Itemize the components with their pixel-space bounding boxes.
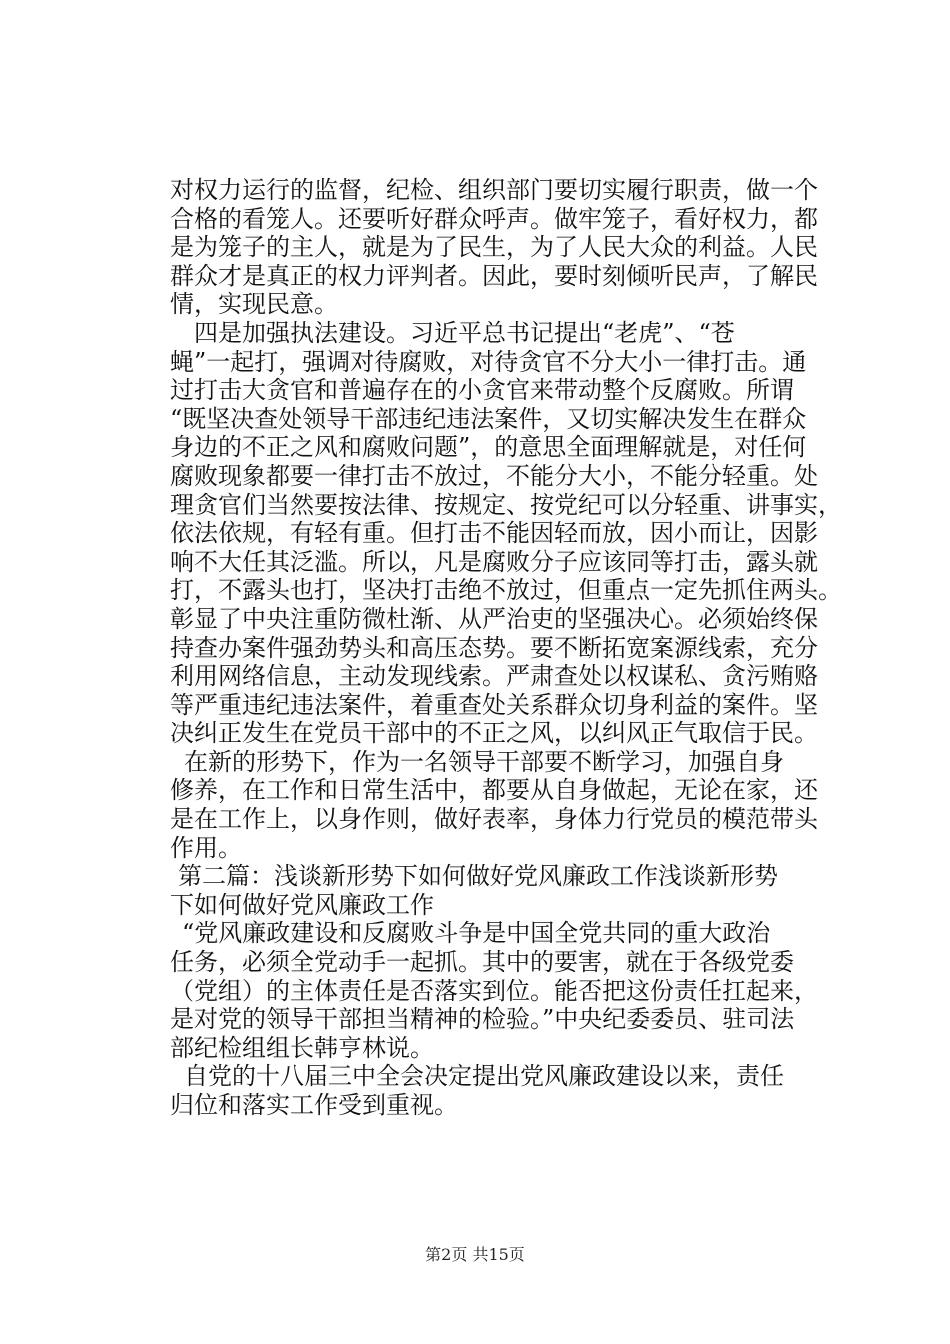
text-line: 打，不露头也打，坚决打击绝不放过，但重点一定先抓住两头。 <box>170 576 842 605</box>
text-line: 依法依规，有轻有重。但打击不能因轻而放，因小而让，因影 <box>170 519 818 548</box>
text-line: 第二篇：浅谈新形势下如何做好党风廉政工作浅谈新形势 <box>178 862 778 891</box>
text-line: 过打击大贪官和普遍存在的小贪官来带动整个反腐败。所谓 <box>170 376 794 405</box>
text-line: 作用。 <box>170 833 242 862</box>
text-line: 合格的看笼人。还要听好群众呼声。做牢笼子，看好权力，都 <box>170 204 818 233</box>
text-line: “既坚决查处领导干部违纪违法案件，又切实解决发生在群众 <box>170 404 807 433</box>
text-line: 自党的十八届三中全会决定提出党风廉政建设以来，责任 <box>184 1062 784 1091</box>
text-line: 身边的不正之风和腐败问题”，的意思全面理解就是，对任何 <box>170 433 807 462</box>
text-line: 等严重违纪违法案件，着重查处关系群众切身利益的案件。坚 <box>170 690 818 719</box>
text-line: 彰显了中央注重防微杜渐、从严治吏的坚强决心。必须始终保 <box>170 604 818 633</box>
text-line: 四是加强执法建设。习近平总书记提出“老虎”、“苍 <box>194 318 735 347</box>
page-footer: 第2页 共15页 <box>425 1245 525 1264</box>
text-line: 下如何做好党风廉政工作 <box>170 890 434 919</box>
text-line: 是为笼子的主人，就是为了民生，为了人民大众的利益。人民 <box>170 233 818 262</box>
text-line: 是对党的领导干部担当精神的检验。”中央纪委委员、驻司法 <box>170 1005 795 1034</box>
text-line: 理贪官们当然要按法律、按规定、按党纪可以分轻重、讲事实， <box>170 490 842 519</box>
text-line: 修养，在工作和日常生活中，都要从自身做起，无论在家，还 <box>170 776 818 805</box>
text-line: （党组）的主体责任是否落实到位。能否把这份责任扛起来， <box>170 976 818 1005</box>
text-line: 持查办案件强劲势头和高压态势。要不断拓宽案源线索，充分 <box>170 633 818 662</box>
text-line: 部纪检组组长韩亨林说。 <box>170 1033 434 1062</box>
text-line: 利用网络信息，主动发现线索。严肃查处以权谋私、贪污贿赂 <box>170 662 818 691</box>
body-text <box>170 176 842 1120</box>
text-line: 在新的形势下，作为一名领导干部要不断学习，加强自身 <box>184 747 784 776</box>
text-line: 决纠正发生在党员干部中的不正之风，以纠风正气取信于民。 <box>170 719 818 748</box>
text-line: 对权力运行的监督，纪检、组织部门要切实履行职责，做一个 <box>170 176 818 204</box>
text-line: 响不大任其泛滥。所以，凡是腐败分子应该同等打击，露头就 <box>170 547 818 576</box>
text-line: 归位和落实工作受到重视。 <box>170 1091 458 1119</box>
text-line: 是在工作上，以身作则，做好表率，身体力行党员的模范带头 <box>170 805 818 834</box>
text-line: “党风廉政建设和反腐败斗争是中国全党共同的重大政治 <box>182 919 771 948</box>
text-line: 群众才是真正的权力评判者。因此，要时刻倾听民声，了解民 <box>170 261 818 290</box>
text-line: 任务，必须全党动手一起抓。其中的要害，就在于各级党委 <box>170 948 794 977</box>
text-line: 情，实现民意。 <box>170 290 338 319</box>
text-line: 蝇”一起打，强调对待腐败，对待贪官不分大小一律打击。通 <box>170 347 807 376</box>
text-line: 腐败现象都要一律打击不放过，不能分大小，不能分轻重。处 <box>170 461 818 490</box>
